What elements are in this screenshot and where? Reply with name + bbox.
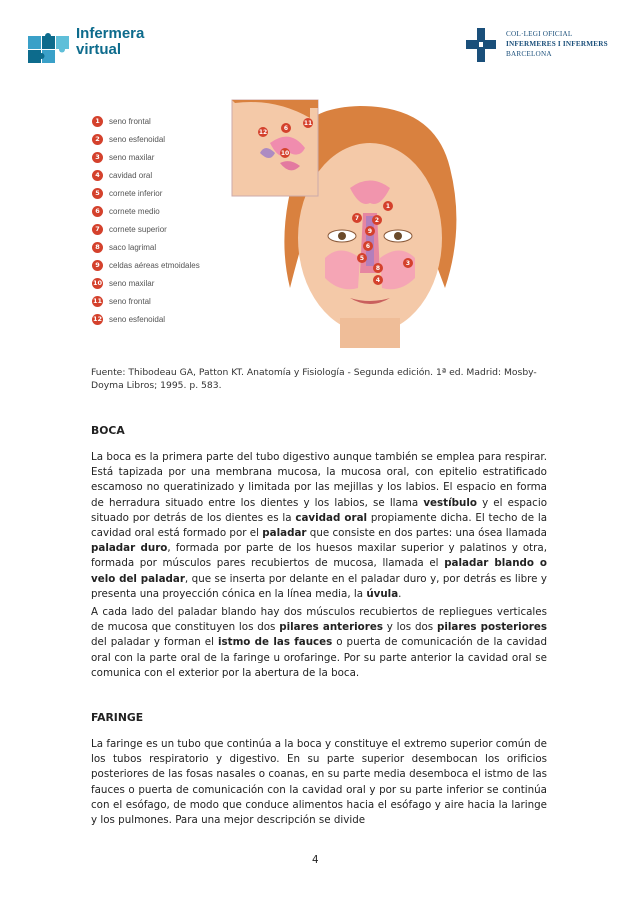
legend-item xyxy=(92,151,154,163)
brand-line-2: virtual xyxy=(76,41,122,58)
brand-line-1: Infermera xyxy=(76,25,145,42)
puzzle-logo-icon xyxy=(28,28,72,64)
page-number: 4 xyxy=(312,854,319,866)
paragraph-boca-1: La boca es la primera parte del tubo digestivo aunque también se emplea para respirar. Está tapizada por una membrana mucosa, la mucosa oral, con epitelio estratificado escamoso no queratinizado y limitada por las mejillas y los labios. El espacio en forma de herradura situado entre los dientes y los labios, se llama vestíbulo y el espacio situado por detrás de los dientes es la cavidad oral propiamente dicha. El techo de la cavidad oral está formado por el paladar que consiste en dos partes: una ósea llamada paladar duro, formada por parte de los huesos maxilar superior y palatinos y otra, formada por músculos pares recubiertos de mucosa, llamada el paladar blando o velo del paladar, que se inserta por delante en el paladar duro y, por detrás es libre y presenta una proyección cónica en la línea media, la úvula. xyxy=(91,451,548,600)
face-label: 5 xyxy=(359,255,365,262)
college-line-2: INFERMERES I INFERMERS xyxy=(506,40,608,48)
legend-number: 6 xyxy=(92,206,103,217)
legend-number: 1 xyxy=(92,116,103,127)
face-label: 3 xyxy=(405,260,411,267)
college-line-1: COL·LEGI OFICIAL xyxy=(506,30,573,38)
legend-item xyxy=(92,241,156,253)
legend-label: saco lagrimal xyxy=(109,242,157,252)
inset-label: 11 xyxy=(303,120,313,127)
face-label: 8 xyxy=(375,265,381,272)
legend-number: 8 xyxy=(92,242,103,253)
paragraph-boca-2: A cada lado del paladar blando hay dos músculos recubiertos de repliegues verticales de mucosa que constituyen los dos pilares anteriores y los dos pilares posteriores del paladar y forman el istmo de las fauces o puerta de comunicación de la cavidad oral con la parte oral de la faringe u orofaringe. Por su parte anterior la cavidad oral se comunica con el exterior por la abertura de la boca. xyxy=(91,606,547,679)
legend-label: cornete superior xyxy=(109,224,167,234)
inset-label: 6 xyxy=(283,125,289,132)
inset-label: 12 xyxy=(258,129,268,136)
legend-label: seno frontal xyxy=(109,296,151,306)
college-line-3: BARCELONA xyxy=(506,50,552,58)
legend-label: seno esfenoidal xyxy=(109,134,166,144)
legend-number: 7 xyxy=(92,224,103,235)
legend-item xyxy=(92,277,154,289)
legend-number: 5 xyxy=(92,188,103,199)
face-label: 6 xyxy=(365,243,371,250)
legend-label: seno maxilar xyxy=(109,278,155,288)
legend-number: 11 xyxy=(92,297,103,305)
cross-logo-icon xyxy=(466,28,496,62)
legend-item xyxy=(92,133,165,145)
figure-source: Fuente: Thibodeau GA, Patton KT. Anatomía y Fisiología - Segunda edición. 1ª ed. Madrid: Mosby-Doyma Libros; 1995. p. 583. xyxy=(91,367,537,391)
face-label: 9 xyxy=(367,228,373,235)
legend-number: 3 xyxy=(92,152,103,163)
legend-number: 10 xyxy=(92,279,103,287)
legend-label: cavidad oral xyxy=(109,170,153,180)
paragraph-faringe-1: La faringe es un tubo que continúa a la boca y constituye el extremo superior común de los tubos respiratorio y digestivo. En su parte superior desembocan los orificios posteriores de las fosas nasales o coanas, en su parte media desemboca el istmo de las fauces o puerta de comunicación con la cavidad oral y por su parte inferior se continúa con el esófago, de modo que conduce alimentos hacia el esófago y aire hacia la laringe y los pulmones. Para una mejor descripción se divide xyxy=(91,738,547,827)
section-heading-faringe: FARINGE xyxy=(91,711,144,724)
face-label: 1 xyxy=(385,203,391,210)
legend-number: 12 xyxy=(92,315,103,323)
legend-label: celdas aéreas etmoidales xyxy=(109,260,200,270)
legend-number: 9 xyxy=(92,260,103,271)
college-logo xyxy=(466,28,616,64)
sinuses-illustration xyxy=(230,98,480,348)
legend-item xyxy=(92,259,200,271)
legend-label: cornete medio xyxy=(109,206,160,216)
legend-number: 2 xyxy=(92,134,103,145)
legend-label: cornete inferior xyxy=(109,188,163,198)
legend-item xyxy=(92,115,151,127)
legend-label: seno maxilar xyxy=(109,152,155,162)
legend-item xyxy=(92,169,152,181)
legend-label: seno esfenoidal xyxy=(109,314,166,324)
face-label: 7 xyxy=(354,215,360,222)
face-label: 4 xyxy=(375,277,381,284)
face-label: 2 xyxy=(374,217,380,224)
legend-number: 4 xyxy=(92,170,103,181)
section-heading-boca: BOCA xyxy=(91,424,125,437)
legend-item xyxy=(92,313,165,325)
infermera-virtual-logo xyxy=(28,26,148,66)
legend-item xyxy=(92,187,162,199)
legend-item xyxy=(92,295,151,307)
legend-item xyxy=(92,205,160,217)
inset-label: 10 xyxy=(280,150,290,157)
legend-item xyxy=(92,223,167,235)
legend-label: seno frontal xyxy=(109,116,151,126)
